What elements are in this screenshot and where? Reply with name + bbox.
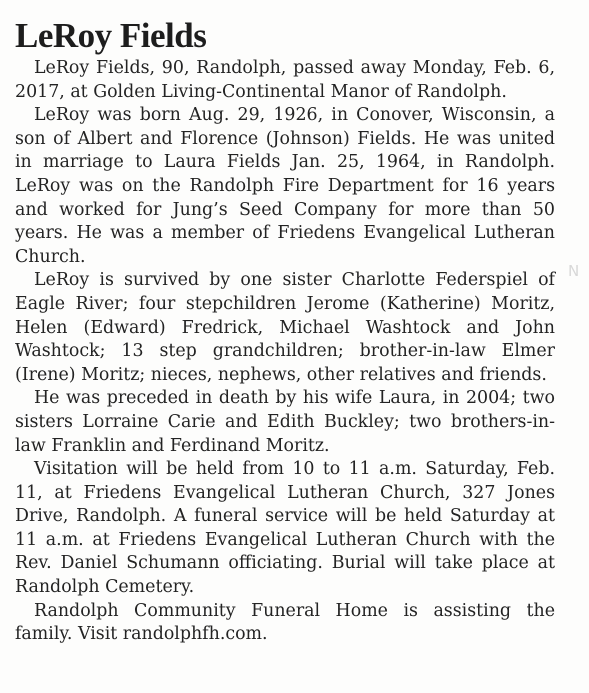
obituary-body [15, 57, 555, 647]
paragraph-preceded-in-death: He was preceded in death by his wife Laura, in 2004; two sisters Lorraine Carie and Edith Buckley; two brothers-in-law Franklin and Ferdinand Moritz. [15, 388, 555, 456]
adjacent-column-fragment: N [568, 262, 580, 280]
paragraph-survivors: LeRoy is survived by one sister Charlotte Federspiel of Eagle River; four stepchildren Jerome (Katherine) Moritz, Helen (Edward) Fredrick, Michael Washtock and John Washtock; 13 step grandchildren; brother-in-law Elmer (Irene) Moritz; nieces, nephews, other relatives and friends. [15, 270, 555, 385]
paragraph-biography: LeRoy was born Aug. 29, 1926, in Conover, Wisconsin, a son of Albert and Florence (Johnson) Fields. He was united in marriage to Laura Fields Jan. 25, 1964, in Randolph. LeRoy was on the Randolph Fire Department for 16 years and worked for Jung’s Seed Company for more than 50 years. He was a member of Friedens Evangelical Lutheran Church. [15, 105, 555, 267]
obituary-headline: LeRoy Fields [15, 16, 207, 55]
paragraph-services: Visitation will be held from 10 to 11 a.m. Saturday, Feb. 11, at Friedens Evangelical Lutheran Church, 327 Jones Drive, Randolph. A funeral service will be held Saturday at 11 a.m. at Friedens Evangelical Lutheran Church with the Rev. Daniel Schumann officiating. Burial will take place at Randolph Cemetery. [15, 459, 555, 598]
paragraph-death-notice: LeRoy Fields, 90, Randolph, passed away Monday, Feb. 6, 2017, at Golden Living-Continental Manor of Randolph. [15, 58, 555, 102]
paragraph-funeral-home: Randolph Community Funeral Home is assisting the family. Visit randolphfh.com. [15, 600, 555, 645]
